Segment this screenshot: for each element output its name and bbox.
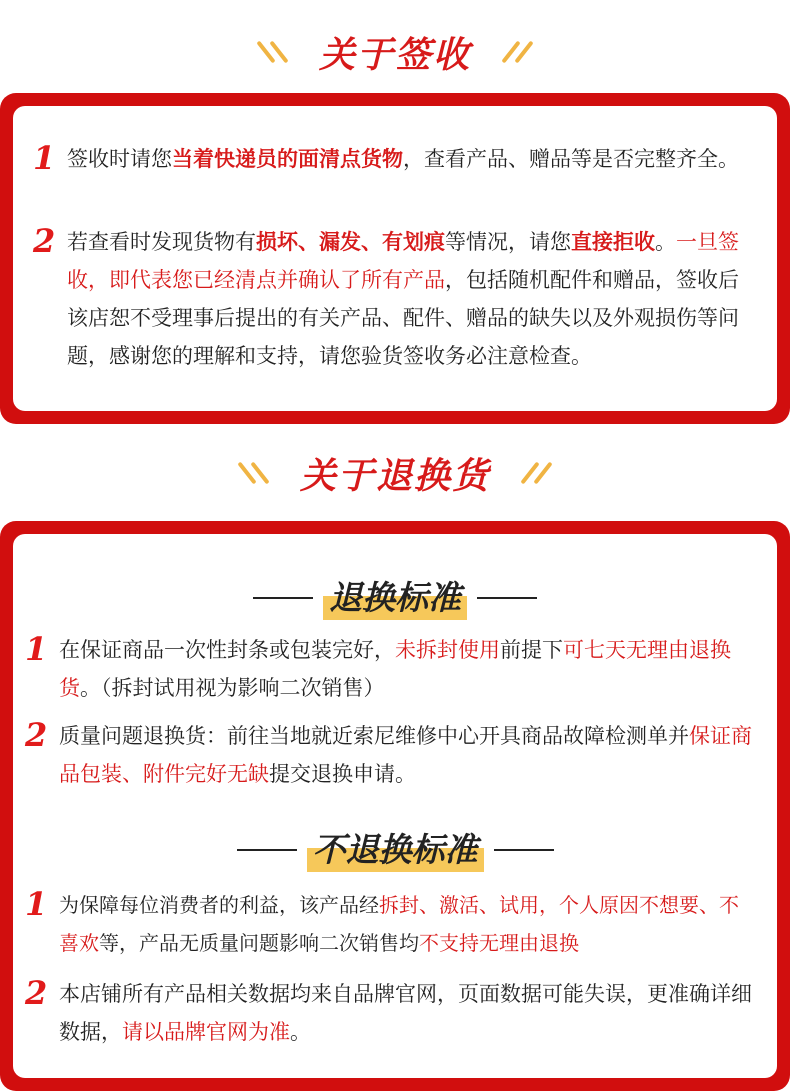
highlight-text: 当着快递员的面清点货物: [172, 147, 403, 171]
decorative-slash-icon: [245, 460, 262, 486]
highlight-text: 请以品牌官网为准: [122, 1020, 290, 1044]
body-text: 前提下: [500, 638, 563, 662]
highlight-text: 直接拒收: [571, 230, 655, 254]
return-item-2: [25, 716, 755, 793]
body-text: ，查看产品、赠品等是否完整齐全。: [403, 147, 739, 171]
body-text: 等情况，请您: [445, 230, 571, 254]
return-title: 关于退换货: [299, 455, 490, 497]
body-text: 签收时请您: [67, 147, 172, 171]
body-text: 。: [290, 1020, 311, 1044]
divider-line: [494, 849, 554, 851]
no-return-subheading: [13, 826, 777, 874]
body-text: 若查看时发现货物有: [67, 230, 256, 254]
no-return-item-1: [25, 885, 755, 962]
divider-line: [253, 597, 313, 599]
decorative-slash-icon: [509, 39, 526, 65]
highlight-text: 保证商品包装、附件完好无缺: [59, 724, 752, 786]
no-return-item-2: [25, 974, 755, 1051]
return-item-1-text: [59, 638, 731, 700]
body-text: 。: [655, 230, 676, 254]
return-panel: [0, 521, 790, 1091]
sign-receipt-card: [13, 106, 777, 411]
body-text: ，包括随机配件和赠品，签收后该店恕不受理事后提出的有关产品、配件、赠品的缺失以及外观损伤等问题，感谢您的理解和支持，请您验货签收务必注意检查。: [67, 268, 739, 368]
body-text: 等，产品无质量问题影响二次销售均: [99, 931, 419, 955]
sign-receipt-panel: [0, 93, 790, 424]
sign-item-1: [33, 139, 747, 178]
return-item-1: [25, 630, 755, 707]
divider-line: [477, 597, 537, 599]
decorative-slash-icon: [264, 39, 281, 65]
return-card: [13, 534, 777, 1078]
number-1-icon: 1: [25, 630, 48, 668]
number-1-icon: 1: [25, 885, 48, 923]
number-1-icon: 1: [33, 139, 56, 177]
body-text: 为保障每位消费者的利益，该产品经: [59, 893, 379, 917]
decorative-slash-icon: [528, 460, 545, 486]
body-text: 质量问题退换货：前往当地就近索尼维修中心开具商品故障检测单并: [59, 724, 689, 748]
number-2-icon: 2: [33, 222, 56, 260]
highlight-text: 不支持无理由退换: [419, 931, 579, 955]
highlight-text: 拆封、激活、试用，个人原因不想要、不喜欢: [59, 893, 739, 955]
no-return-item-1-text: [59, 893, 739, 955]
body-text: 。（拆封试用视为影响二次销售）: [80, 676, 385, 700]
sign-receipt-heading: [0, 22, 790, 82]
divider-line: [237, 849, 297, 851]
no-return-item-2-text: [59, 982, 752, 1044]
sign-item-2-text: [67, 230, 739, 368]
body-text: 在保证商品一次性封条或包装完好，: [59, 638, 395, 662]
highlight-text: 未拆封使用: [395, 638, 500, 662]
return-item-2-text: [59, 724, 752, 786]
sign-receipt-title: 关于签收: [318, 34, 471, 76]
return-standard-title: 退换标准: [323, 576, 467, 620]
return-standard-subheading: [13, 574, 777, 622]
no-return-title: 不退换标准: [307, 828, 484, 872]
return-heading: [0, 443, 790, 503]
body-text: 提交退换申请。: [269, 762, 416, 786]
highlight-text: 一旦签收，即代表您已经清点并确认了所有产品: [67, 230, 739, 292]
body-text: 本店铺所有产品相关数据均来自品牌官网，页面数据可能失误，更准确详细数据，: [59, 982, 752, 1044]
sign-item-2: [33, 222, 747, 375]
highlight-text: 可七天无理由退换货: [59, 638, 731, 700]
number-2-icon: 2: [25, 974, 48, 1012]
sign-item-1-text: [67, 147, 739, 171]
number-2-icon: 2: [25, 716, 48, 754]
highlight-text: 损坏、漏发、有划痕: [256, 230, 445, 254]
